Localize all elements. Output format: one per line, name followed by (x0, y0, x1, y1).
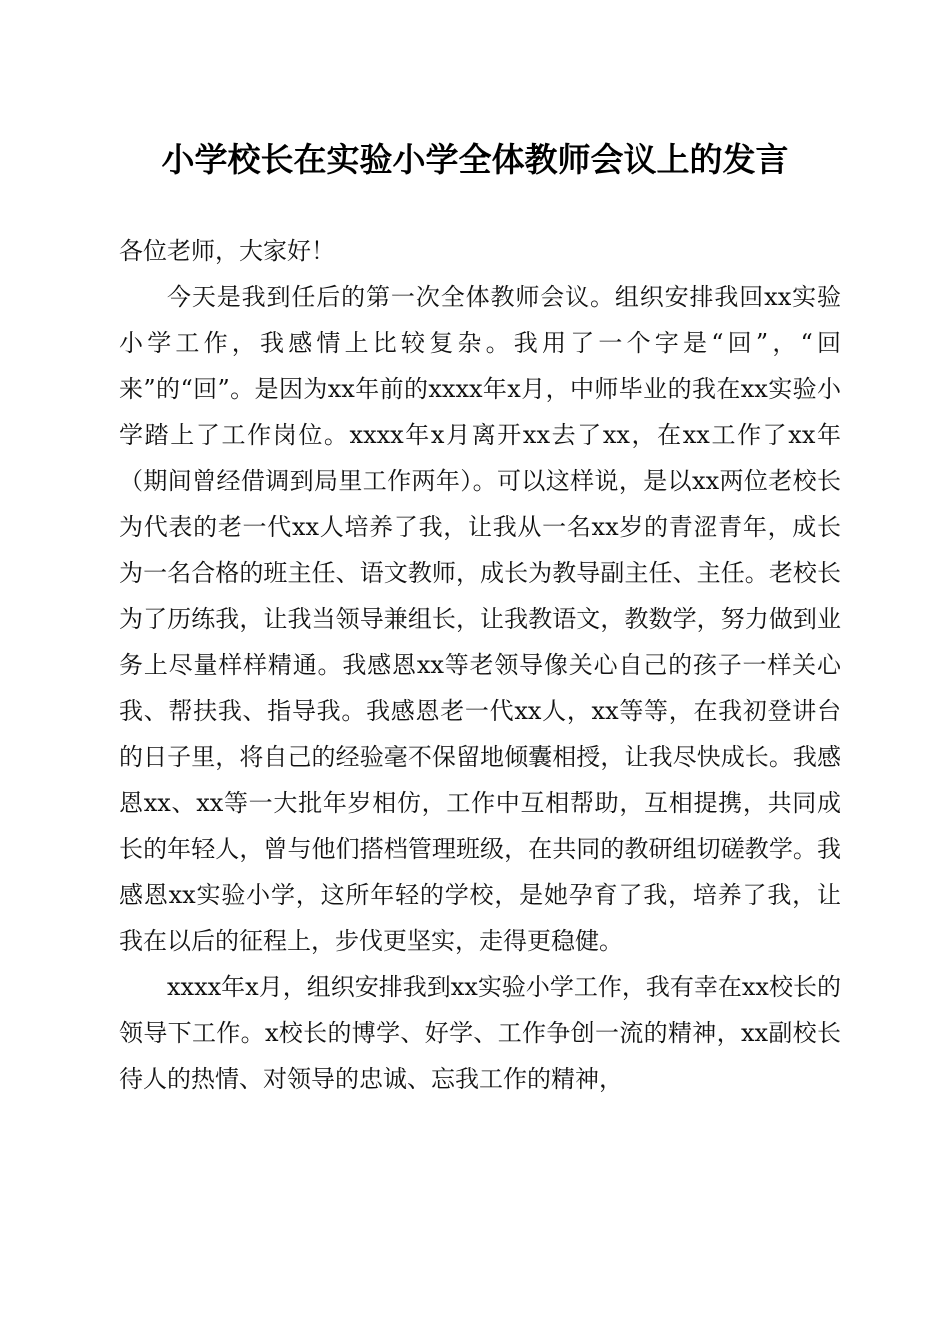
greeting-line: 各位老师，大家好！ (119, 237, 335, 265)
paragraph-2: xxxx年x月，组织安排我到xx实验小学工作，我有幸在xx校长的领导下工作。x校长的博学、好学、工作争创一流的精神，xx副校长待人的热情、对领导的忠诚、忘我工作的精神， (119, 973, 841, 1093)
document-body (119, 228, 841, 1102)
document-title: 小学校长在实验小学全体教师会议上的发言 (161, 140, 789, 179)
paragraph-1: 今天是我到任后的第一次全体教师会议。组织安排我回xx实验小学工作，我感情上比较复杂。我用了一个字是“回”，“回来”的“回”。是因为xx年前的xxxx年x月，中师毕业的我在xx实验小学踏上了工作岗位。xxxx年x月离开xx去了xx，在xx工作了xx年（期间曾经借调到局里工作两年）。可以这样说，是以xx两位老校长为代表的老一代xx人培养了我，让我从一名xx岁的青涩青年，成长为一名合格的班主任、语文教师，成长为教导副主任、主任。老校长为了历练我，让我当领导兼组长，让我教语文，教数学，努力做到业务上尽量样样精通。我感恩xx等老领导像关心自己的孩子一样关心我、帮扶我、指导我。我感恩老一代xx人，xx等等，在我初登讲台的日子里，将自己的经验毫不保留地倾囊相授，让我尽快成长。我感恩xx、xx等一大批年岁相仿，工作中互相帮助，互相提携，共同成长的年轻人，曾与他们搭档管理班级，在共同的教研组切磋教学。我感恩xx实验小学，这所年轻的学校，是她孕育了我，培养了我，让我在以后的征程上，步伐更坚实，走得更稳健。 (119, 283, 841, 955)
